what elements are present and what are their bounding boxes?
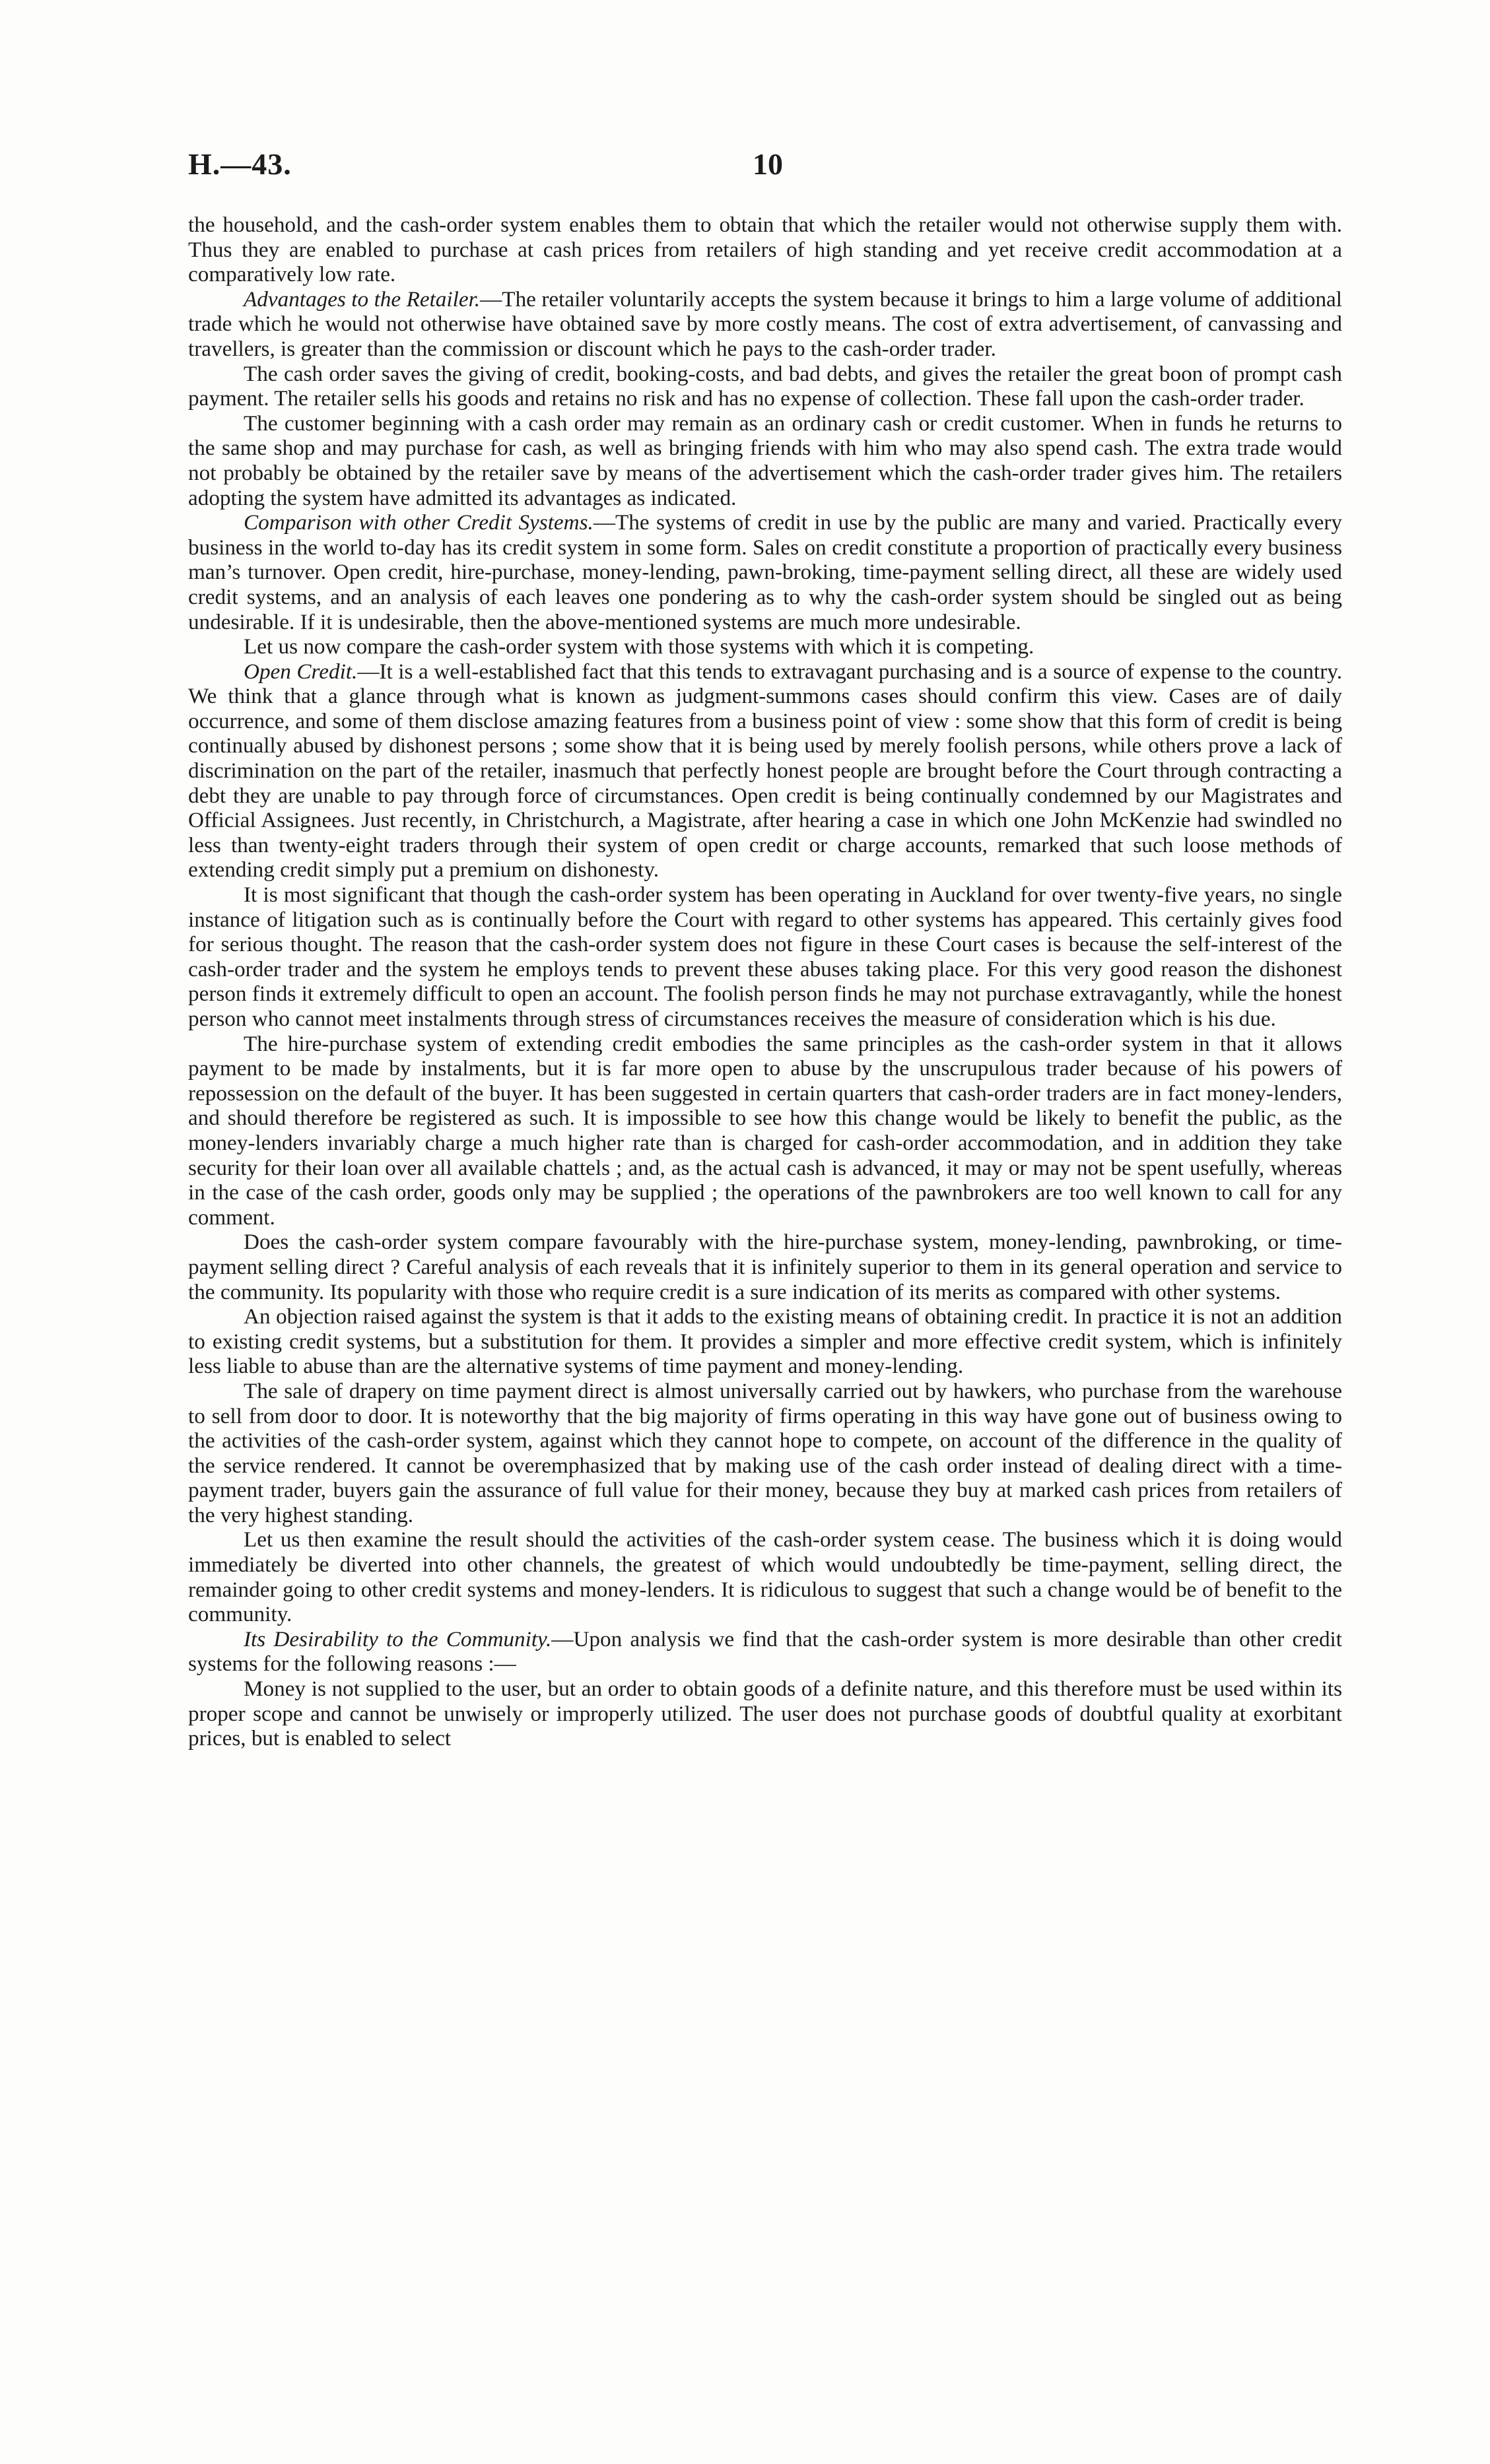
paragraph-text: The customer beginning with a cash order may remain as an ordinary cash or credit customer. When in funds he returns to the same shop and may purchase for cash, as well as bringing friends with him who may also spend cash. The extra trade would not probably be obtained by the retailer save by means of the advertisement which the cash-order trader gives him. The retailers adopting the system have admitted its advantages as indicated.	[188, 411, 1342, 510]
paragraph-text: Let us then examine the result should the activities of the cash-order system cease. The business which it is doing would immediately be diverted into other channels, the greatest of which would undoubtedly be time-payment, selling direct, the remainder going to other credit systems and money-lenders. It is ridiculous to suggest that such a change would be of benefit to the community.	[188, 1527, 1342, 1627]
paragraph-text: The hire-purchase system of extending credit embodies the same principles as the cash-order system in that it allows payment to be made by instalments, but it is far more open to abuse by the unscrupulous trader because of his powers of repossession on the default of the buyer. It has been suggested in certain quarters that cash-order traders are in fact money-lenders, and should therefore be registered as such. It is impossible to see how this change would be likely to benefit the public, as the money-lenders invariably charge a much higher rate than is charged for cash-order accommodation, and in addition they take security for their loan over all available chattels ; and, as the actual cash is advanced, it may or may not be spent usefully, whereas in the case of the cash order, goods only may be supplied ; the operations of the pawnbrokers are too well known to call for any comment.	[188, 1031, 1342, 1230]
paragraph-text: The cash order saves the giving of credit, booking-costs, and bad debts, and gives the retailer the great boon of prompt cash payment. The retailer sells his goods and retains no risk and has no expense of collection. These fall upon the cash-order trader.	[188, 361, 1342, 411]
section-heading: Open Credit.	[244, 659, 358, 684]
page-header	[0, 0, 1490, 218]
body-text	[188, 213, 1342, 1751]
paragraph-text: Let us now compare the cash-order system with those systems with which it is competing.	[244, 634, 1034, 659]
paragraph	[188, 1032, 1342, 1230]
paragraph	[188, 1627, 1342, 1677]
paragraph-text: —Upon analysis we find that the cash-order system is more desirable than other credit systems for the following reasons :—	[188, 1626, 1342, 1677]
paragraph	[188, 634, 1342, 659]
paragraph	[188, 1379, 1342, 1528]
paragraph	[188, 411, 1342, 510]
paragraph-text: the household, and the cash-order system enables them to obtain that which the retailer would not otherwise supply them with. Thus they are enabled to purchase at cash prices from retailers of high standing and yet receive credit accommodation at a comparatively low rate.	[188, 213, 1342, 287]
page-number: 10	[753, 147, 783, 181]
paragraph-text: Money is not supplied to the user, but an order to obtain goods of a definite nature, and this therefore must be used within its proper scope and cannot be unwisely or improperly utilized. The user does not purchase goods of doubtful quality at exorbitant prices, but is enabled to select	[188, 1677, 1342, 1751]
paragraph	[188, 510, 1342, 634]
paragraph	[188, 1527, 1342, 1626]
paragraph	[188, 362, 1342, 411]
paragraph	[188, 1230, 1342, 1304]
document-reference: H.—43.	[188, 147, 292, 181]
paragraph-text: It is most significant that though the cash-order system has been operating in Auckland for over twenty-five years, no single instance of litigation such as is continually before the Court with regard to other systems has appeared. This certainly gives food for serious thought. The reason that the cash-order system does not figure in these Court cases is because the self-interest of the cash-order trader and the system he employs tends to prevent these abuses taking place. For this very good reason the dishonest person finds it extremely difficult to open an account. The foolish person finds he may not purchase extravagantly, while the honest person who cannot meet instalments through stress of circumstances receives the measure of consideration which is his due.	[188, 882, 1342, 1031]
paragraph	[188, 659, 1342, 882]
paragraph-text: The sale of drapery on time payment direct is almost universally carried out by hawkers, who purchase from the warehouse to sell from door to door. It is noteworthy that the big majority of firms operating in this way have gone out of business owing to the activities of the cash-order system, against which they cannot hope to compete, on account of the difference in the quality of the service rendered. It cannot be overemphasized that by making use of the cash order instead of dealing direct with a time-payment trader, buyers gain the assurance of full value for their money, because they buy at marked cash prices from retailers of the very highest standing.	[188, 1378, 1342, 1527]
section-heading: Comparison with other Credit Systems.	[244, 510, 593, 535]
paragraph-text: —It is a well-established fact that this tends to extravagant purchasing and is a source of expense to the country. We think that a glance through what is known as judgment-summons cases should confirm this view. Cases are of daily occurrence, and some of them disclose amazing features from a business point of view : some show that this form of credit is being continually abused by dishonest persons ; some show that it is being used by merely foolish persons, while others prove a lack of discrimination on the part of the retailer, inasmuch that perfectly honest people are brought before the Court through contracting a debt they are unable to pay through force of circumstances. Open credit is being continually condemned by our Magistrates and Official Assignees. Just recently, in Christchurch, a Magistrate, after hearing a case in which one John McKenzie had swindled no less than twenty-eight traders through their system of open credit or charge accounts, remarked that such loose methods of extending credit simply put a premium on dishonesty.	[188, 659, 1343, 882]
section-heading: Its Desirability to the Community.	[244, 1626, 552, 1651]
paragraph	[188, 213, 1342, 287]
paragraph	[188, 1304, 1342, 1379]
paragraph	[188, 1677, 1342, 1751]
paragraph	[188, 882, 1342, 1032]
section-heading: Advantages to the Retailer.	[244, 286, 481, 312]
paragraph-text: Does the cash-order system compare favourably with the hire-purchase system, money-lending, pawnbroking, or time-payment selling direct ? Careful analysis of each reveals that it is infinitely superior to them in its general operation and service to the community. Its popularity with those who require credit is a sure indication of its merits as compared with other systems.	[188, 1230, 1342, 1304]
paragraph-text: An objection raised against the system is that it adds to the existing means of obtaining credit. In practice it is not an addition to existing credit systems, but a substitution for them. It provides a simpler and more effective credit system, which is infinitely less liable to abuse than are the alternative systems of time payment and money-lending.	[188, 1304, 1342, 1379]
paragraph	[188, 287, 1342, 362]
paragraph-text: —The systems of credit in use by the public are many and varied. Practically every business in the world to-day has its credit system in some form. Sales on credit constitute a proportion of practically every business man’s turnover. Open credit, hire-purchase, money-lending, pawn-broking, time-payment selling direct, all these are widely used credit systems, and an analysis of each leaves one pondering as to why the cash-order system should be singled out as being undesirable. If it is undesirable, then the above-mentioned systems are much more undesirable.	[188, 510, 1342, 634]
paragraph-text: —The retailer voluntarily accepts the system because it brings to him a large volume of additional trade which he would not otherwise have obtained save by more costly means. The cost of extra advertisement, of canvassing and travellers, is greater than the commission or discount which he pays to the cash-order trader.	[188, 286, 1343, 361]
